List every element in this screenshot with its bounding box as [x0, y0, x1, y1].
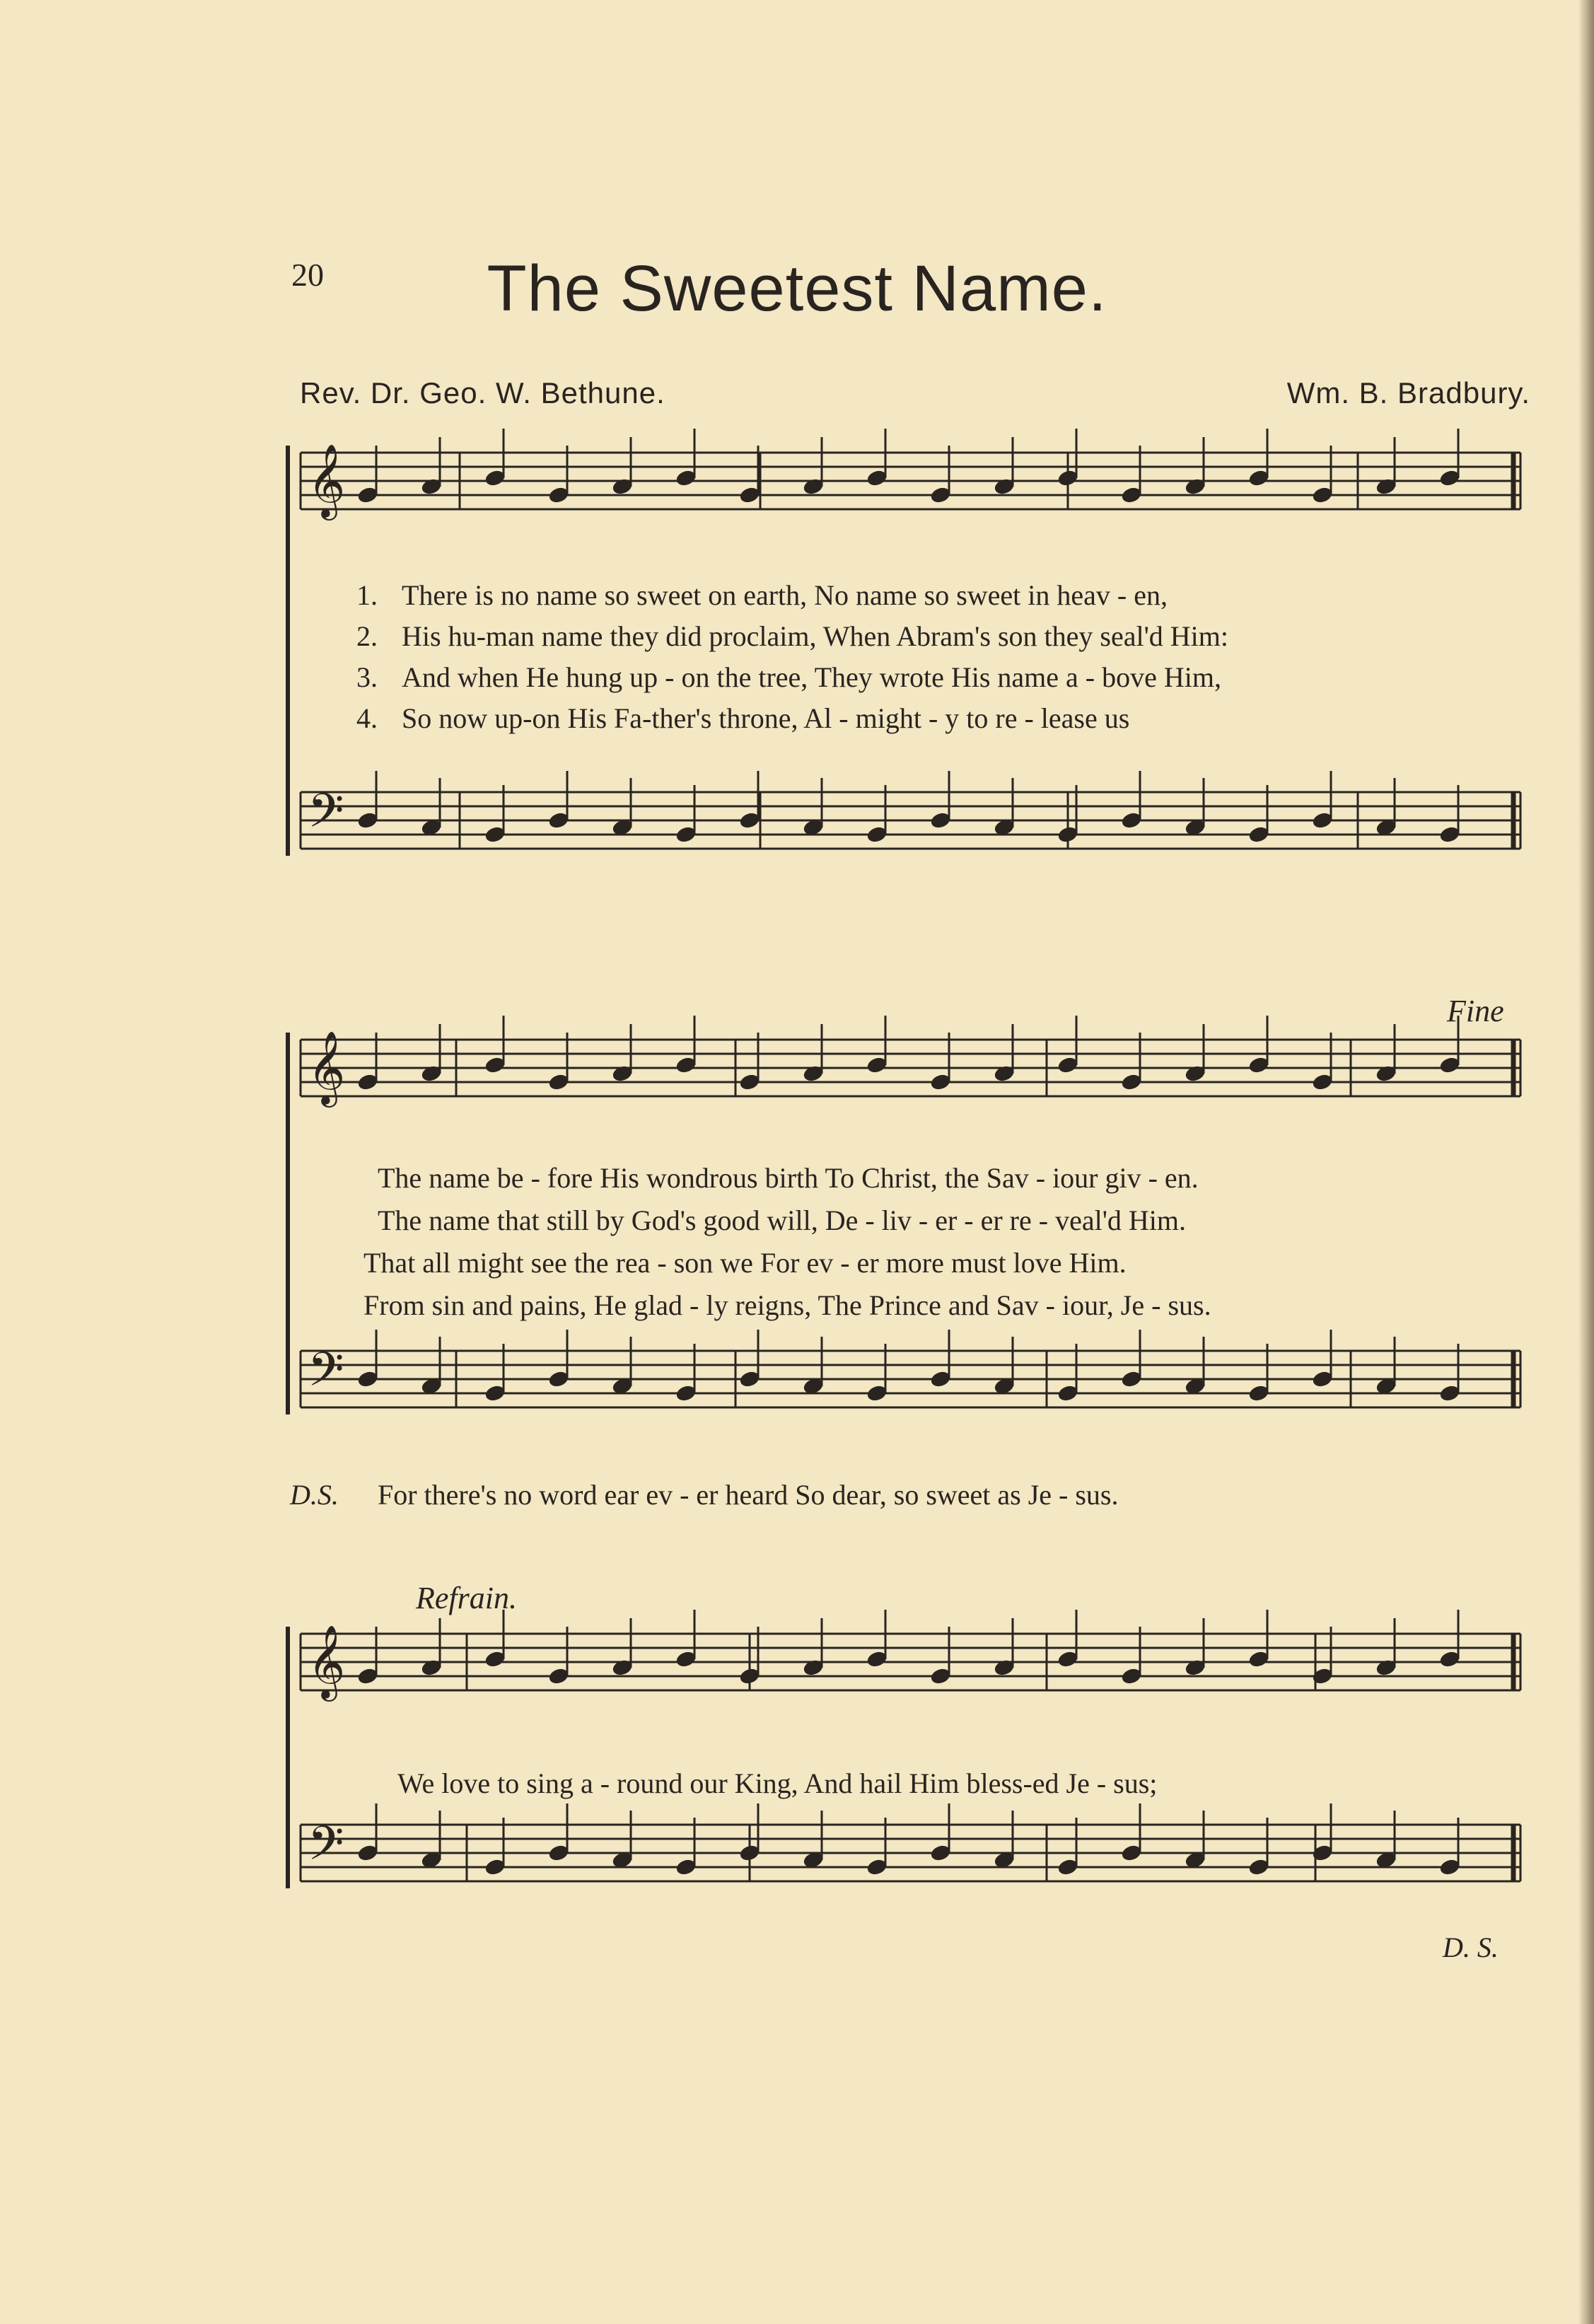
system-1-bass-clef: 𝄢 [308, 784, 344, 849]
fine-mark: Fine [1447, 994, 1504, 1028]
system-2-bass-clef: 𝄢 [308, 1342, 344, 1408]
ds-lyric-line: For there's no word ear ev - er heard So dear, so sweet as Je - sus. [378, 1479, 1119, 1511]
lyricist-credit: Rev. Dr. Geo. W. Bethune. [300, 376, 665, 409]
verse-2-line-1: 2. His hu-man name they did proclaim, When Abram's son they seal'd Him: [356, 620, 1229, 652]
system-1-treble-clef: 𝄞 [308, 443, 346, 518]
verse-4-line-2: From sin and pains, He glad - ly reigns, The Prince and Sav - iour, Je - sus. [363, 1289, 1211, 1321]
ds-prefix: D.S. [290, 1479, 339, 1511]
hymn-title: The Sweetest Name. [487, 252, 1107, 325]
verse-4-line-1: 4. So now up-on His Fa-ther's throne, Al - might - y to re - lease us [356, 702, 1130, 734]
verse-1-line-1: 1. There is no name so sweet on earth, No name so sweet in heav - en, [356, 579, 1168, 611]
ds-end-mark: D. S. [1443, 1931, 1499, 1963]
verse-1-line-2: The name be - fore His wondrous birth To Christ, the Sav - iour giv - en. [378, 1162, 1199, 1194]
verse-3-line-2: That all might see the rea - son we For ev - er more must love Him. [363, 1247, 1127, 1279]
system-3-bass-clef: 𝄢 [308, 1816, 344, 1882]
verse-2-line-2: The name that still by God's good will, De - liv - er - er re - veal'd Him. [378, 1204, 1187, 1236]
composer-credit: Wm. B. Bradbury. [1286, 376, 1530, 409]
verse-3-line-1: 3. And when He hung up - on the tree, They wrote His name a - bove Him, [356, 661, 1221, 693]
system-3-treble-clef: 𝄞 [308, 1625, 346, 1699]
refrain-label: Refrain. [416, 1581, 517, 1615]
system-2-treble-clef: 𝄞 [308, 1030, 346, 1105]
page-number: 20 [291, 257, 324, 293]
refrain-lyric-line: We love to sing a - round our King, And hail Him bless-ed Je - sus; [397, 1767, 1158, 1799]
